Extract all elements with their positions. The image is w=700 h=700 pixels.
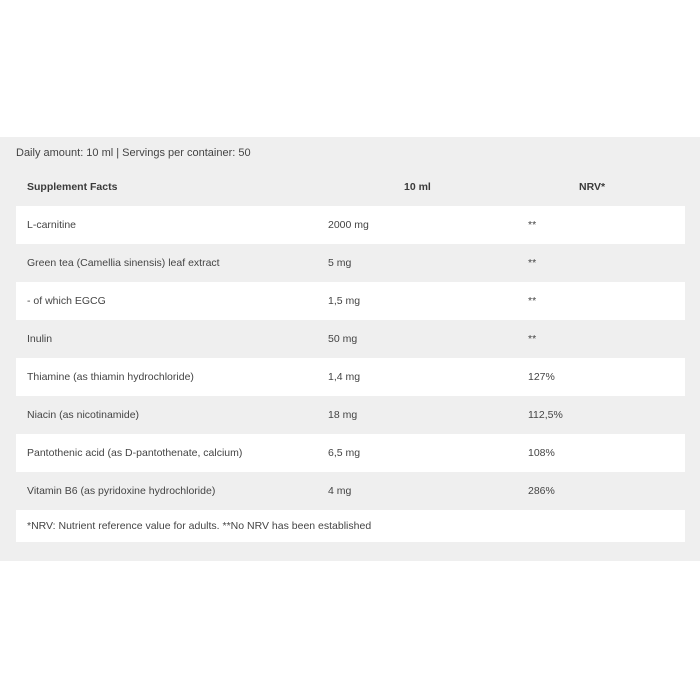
table-row xyxy=(16,244,685,282)
nutrient-amount: 1,4 mg xyxy=(317,358,517,396)
nutrient-name: L-carnitine xyxy=(16,206,317,244)
header-supplement-facts: Supplement Facts xyxy=(27,181,118,193)
nutrient-amount: 1,5 mg xyxy=(317,282,517,320)
nutrient-name: Inulin xyxy=(16,320,317,358)
nutrient-name: - of which EGCG xyxy=(16,282,317,320)
nutrient-amount: 6,5 mg xyxy=(317,434,517,472)
nutrient-nrv: 286% xyxy=(517,472,685,510)
table-row xyxy=(16,358,685,396)
daily-amount-text: Daily amount: 10 ml | Servings per container: 50 xyxy=(16,147,251,159)
nutrient-amount: 18 mg xyxy=(317,396,517,434)
nutrient-amount: 5 mg xyxy=(317,244,517,282)
nutrient-nrv: 127% xyxy=(517,358,685,396)
nutrient-nrv: ** xyxy=(517,320,685,358)
nutrient-amount: 4 mg xyxy=(317,472,517,510)
table-row xyxy=(16,320,685,358)
header-amount: 10 ml xyxy=(404,181,431,193)
supplement-facts-table xyxy=(16,168,685,542)
nutrient-amount: 50 mg xyxy=(317,320,517,358)
nutrient-name: Niacin (as nicotinamide) xyxy=(16,396,317,434)
nutrient-nrv: ** xyxy=(517,244,685,282)
nutrient-name: Green tea (Camellia sinensis) leaf extract xyxy=(16,244,317,282)
nutrient-nrv: 112,5% xyxy=(517,396,685,434)
footnote-text: *NRV: Nutrient reference value for adults. **No NRV has been established xyxy=(16,510,685,542)
nutrient-name: Pantothenic acid (as D-pantothenate, calcium) xyxy=(16,434,317,472)
table-row xyxy=(16,434,685,472)
footnote-row xyxy=(16,510,685,542)
header-nrv: NRV* xyxy=(579,181,606,193)
table-row xyxy=(16,396,685,434)
table-row xyxy=(16,282,685,320)
table-header-row xyxy=(16,168,685,206)
table-row xyxy=(16,472,685,510)
nutrient-nrv: ** xyxy=(517,206,685,244)
nutrient-name: Vitamin B6 (as pyridoxine hydrochloride) xyxy=(16,472,317,510)
table-row xyxy=(16,206,685,244)
nutrient-nrv: ** xyxy=(517,282,685,320)
nutrient-nrv: 108% xyxy=(517,434,685,472)
nutrient-amount: 2000 mg xyxy=(317,206,517,244)
nutrient-name: Thiamine (as thiamin hydrochloride) xyxy=(16,358,317,396)
